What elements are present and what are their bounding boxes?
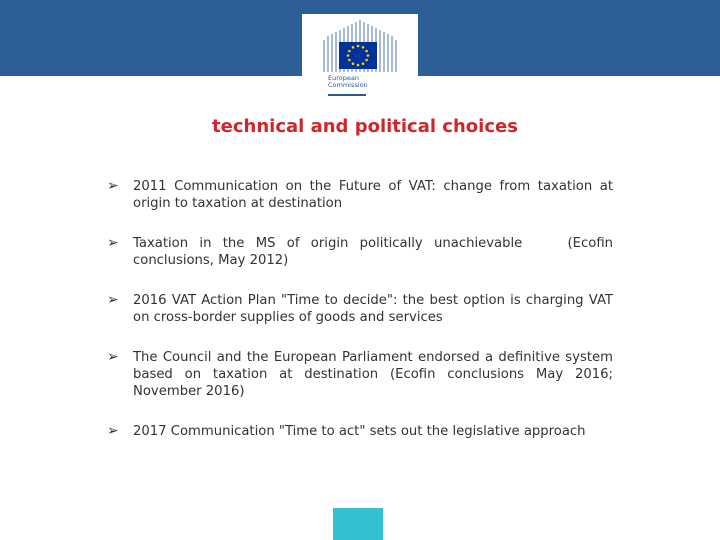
logo-line1: European [328,74,359,82]
list-item-text: The Council and the European Parliament endorsed a definitive system based on taxation at destination (Ecofin conclusions May 2016; November 2016) [133,350,613,399]
arrow-bullet-icon: ➢ [107,292,119,308]
arrow-bullet-icon: ➢ [107,235,119,251]
european-commission-logo [302,14,418,100]
list-item-text: Taxation in the MS of origin politically unachievable (Ecofin conclusions, May 2012) [133,236,618,268]
bottom-accent-tab [333,508,383,540]
arrow-bullet-icon: ➢ [107,178,119,194]
arrow-bullet-icon: ➢ [107,349,119,365]
list-item-text: 2016 VAT Action Plan "Time to decide": the best option is charging VAT on cross-border supplies of goods and services [133,293,613,325]
arrow-bullet-icon: ➢ [107,423,119,439]
logo-line2: Commission [328,81,368,89]
list-item-text: 2011 Communication on the Future of VAT: change from taxation at origin to taxation at destination [133,179,613,211]
slide-title: technical and political choices [212,116,518,137]
list-item-text: 2017 Communication "Time to act" sets out the legislative approach [133,424,586,439]
logo-wordmark [328,75,368,89]
